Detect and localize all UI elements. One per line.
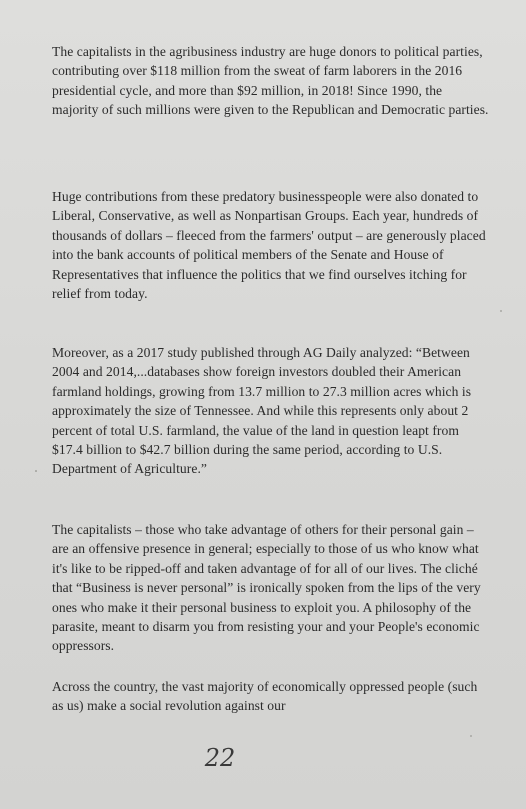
paper-speck <box>470 735 472 737</box>
paragraph-foreign-investors: Moreover, as a 2017 study published through AG Daily analyzed: “Between 2004 and 2014,...databases show foreign investors doubled their American farmland holdings, growing from 13.7 million to 27.3 million acres which is approximately the size of Tennessee. And while this represents only about 2 percent of total U.S. farmland, the value of the land in question leapt from $17.4 billion to $42.7 billion during the same period, according to U.S. Department of Agriculture.” <box>52 345 472 477</box>
paragraph-agribusiness-donors: The capitalists in the agribusiness industry are huge donors to political parties, contributing over $118 million from the sweat of farm laborers in the 2016 presidential cycle, and more than $92 million, in 2018! Since 1990, the majority of such millions were given to the Republican and Democratic parties. <box>52 44 489 118</box>
paragraph-social-revolution: Across the country, the vast majority of economically oppressed people (such as us) make a social revolution against our <box>52 679 478 714</box>
paragraph-political-contributions: Huge contributions from these predatory businesspeople were also donated to Liberal, Conservative, as well as Nonpartisan Groups. Each year, hundreds of thousands of dollars – fleeced from the farmers' output – are generously placed into the bank accounts of political members of the Senate and House of Representatives that influence the politics that we find ourselves itching for relief from today. <box>52 189 486 302</box>
paper-speck <box>35 470 37 472</box>
paragraph-capitalists: The capitalists – those who take advantage of others for their personal gain – are an offensive presence in general; especially to those of us who know what it's like to be ripped-off and taken advantage of for all of our lives. The cliché that “Business is never personal” is ironically spoken from the lips of the very ones who make it their personal business to exploit you. A philosophy of the parasite, meant to disarm you from resisting your and your People's economic oppressors. <box>52 522 481 654</box>
page-number: 22 <box>204 744 236 772</box>
paper-speck <box>500 310 502 312</box>
